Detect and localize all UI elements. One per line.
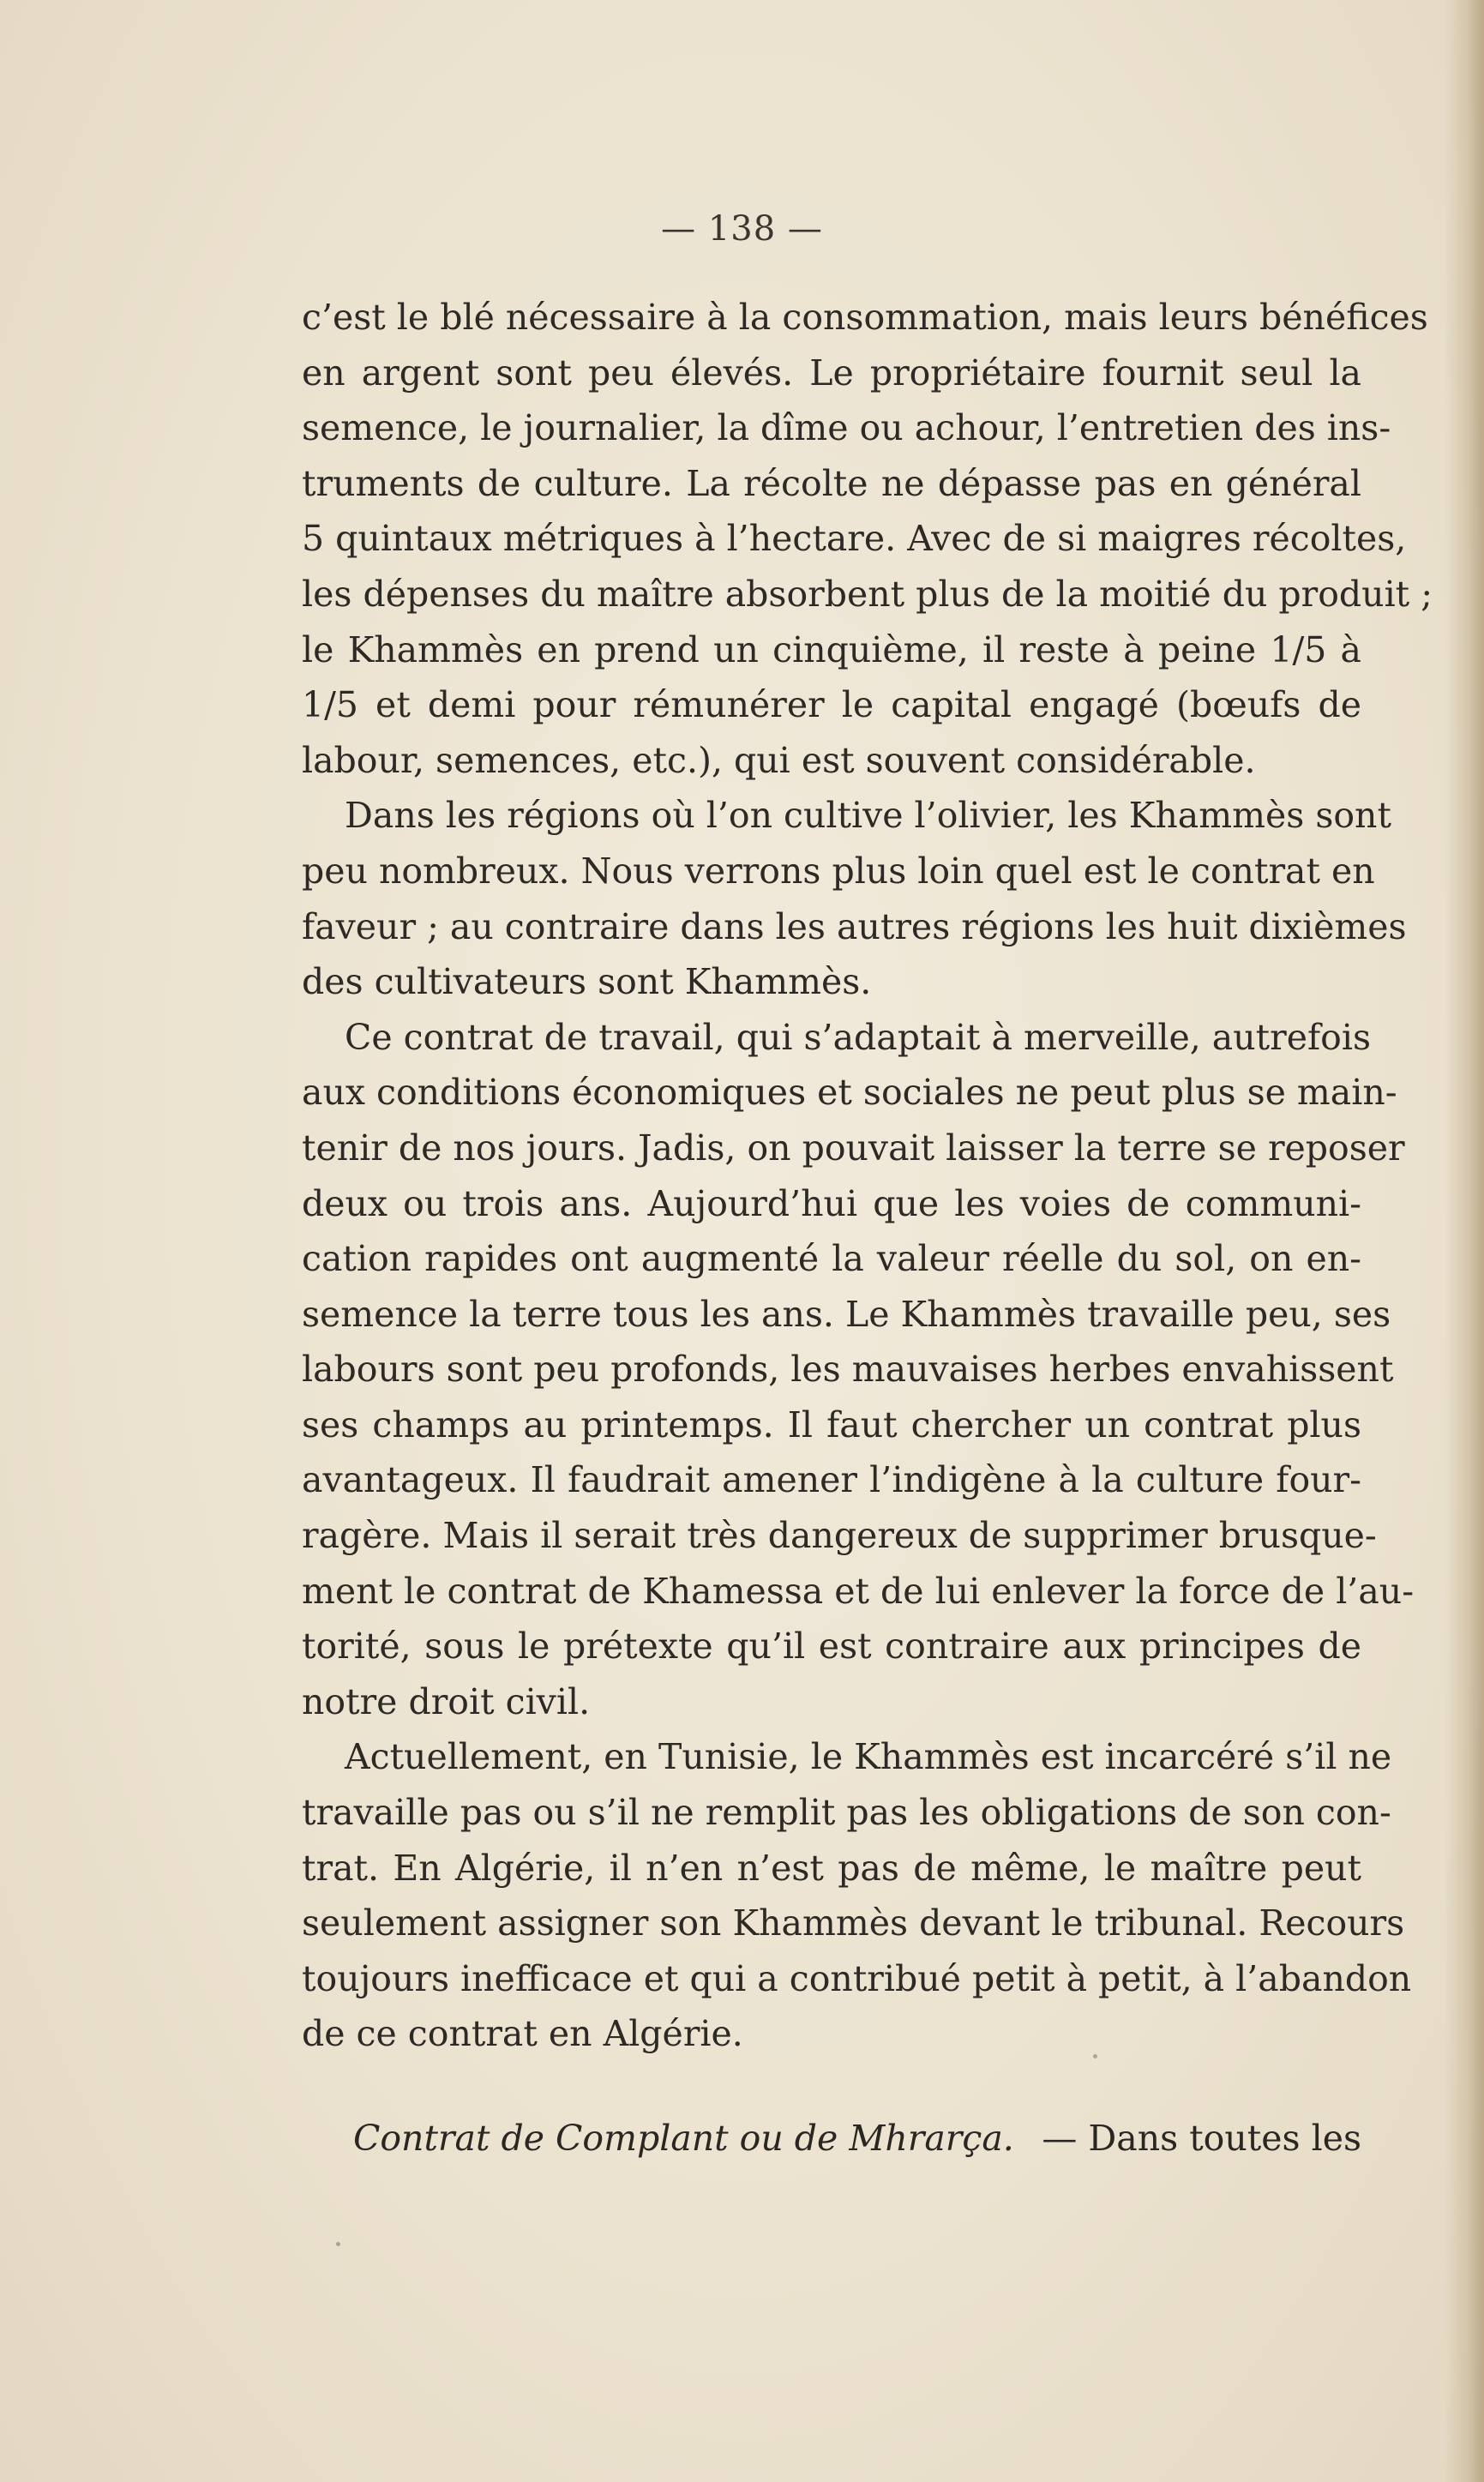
text-line: en argent sont peu élevés. Le propriétaire fournit seul la bbox=[302, 352, 1361, 394]
section-title: Contrat de Complant ou de Mhrarça. bbox=[353, 2118, 1014, 2159]
print-speck bbox=[336, 2242, 340, 2246]
text-line: labours sont peu profonds, les mauvaises herbes envahissent bbox=[302, 1349, 1394, 1391]
text-line: semence, le journalier, la dîme ou achour, l’entretien des ins- bbox=[302, 407, 1391, 449]
text-line: faveur ; au contraire dans les autres régions les huit dixièmes bbox=[302, 905, 1407, 947]
text-line: torité, sous le prétexte qu’il est contraire aux principes de bbox=[302, 1626, 1361, 1668]
text-line: le Khammès en prend un cinquième, il reste à peine 1/5 à bbox=[302, 628, 1361, 670]
text-line: 1/5 et demi pour rémunérer le capital engagé (bœufs de bbox=[302, 684, 1361, 726]
text-line: labour, semences, etc.), qui est souvent considérable. bbox=[302, 739, 1256, 781]
text-line: semence la terre tous les ans. Le Khammès travaille peu, ses bbox=[302, 1293, 1391, 1335]
text-line: 5 quintaux métriques à l’hectare. Avec de si maigres récoltes, bbox=[302, 518, 1407, 560]
text-line: les dépenses du maître absorbent plus de la moitié du produit ; bbox=[302, 573, 1433, 615]
text-line: des cultivateurs sont Khammès. bbox=[302, 961, 872, 1003]
text-line: deux ou trois ans. Aujourd’hui que les voies de communi- bbox=[302, 1182, 1361, 1224]
text-line: avantageux. Il faudrait amener l’indigène à la culture four- bbox=[302, 1459, 1361, 1501]
text-line: trat. En Algérie, il n’en n’est pas de même, le maître peut bbox=[302, 1847, 1361, 1889]
text-line: peu nombreux. Nous verrons plus loin quel est le contrat en bbox=[302, 850, 1375, 892]
text-line: cation rapides ont augmenté la valeur réelle du sol, on en- bbox=[302, 1238, 1361, 1280]
text-line: c’est le blé nécessaire à la consommation, mais leurs bénéfices bbox=[302, 297, 1428, 338]
text-line: seulement assigner son Khammès devant le tribunal. Recours bbox=[302, 1902, 1405, 1944]
print-speck bbox=[1093, 2054, 1097, 2058]
section-continuation: — Dans toutes les bbox=[1042, 2118, 1361, 2159]
text-line: Ce contrat de travail, qui s’adaptait à merveille, autrefois bbox=[345, 1016, 1372, 1058]
text-line: notre droit civil. bbox=[302, 1680, 591, 1722]
text-line: Actuellement, en Tunisie, le Khammès est incarcéré s’il ne bbox=[345, 1736, 1392, 1778]
paragraph bbox=[302, 788, 1407, 1009]
page-number: — 138 — bbox=[661, 209, 823, 249]
text-line: travaille pas ou s’il ne remplit pas les obligations de son con- bbox=[302, 1792, 1391, 1834]
body-text bbox=[302, 290, 1433, 2062]
text-line: ragère. Mais il serait très dangereux de supprimer brusque- bbox=[302, 1515, 1377, 1557]
text-line: toujours inefficace et qui a contribué petit à petit, à l’abandon bbox=[302, 1957, 1412, 1999]
text-line: truments de culture. La récolte ne dépasse pas en général bbox=[302, 462, 1361, 504]
text-line: Dans les régions où l’on cultive l’olivier, les Khammès sont bbox=[345, 795, 1391, 837]
section-heading bbox=[353, 2111, 1361, 2166]
text-line: de ce contrat en Algérie. bbox=[302, 2013, 743, 2055]
paragraph bbox=[302, 1010, 1415, 1730]
text-line: tenir de nos jours. Jadis, on pouvait laisser la terre se reposer bbox=[302, 1127, 1405, 1169]
paragraph bbox=[302, 290, 1433, 788]
text-line: aux conditions économiques et sociales ne peut plus se main- bbox=[302, 1072, 1397, 1114]
text-line: ment le contrat de Khamessa et de lui enlever la force de l’au- bbox=[302, 1570, 1415, 1612]
paragraph bbox=[302, 1729, 1412, 2062]
page-edge-shadow bbox=[1445, 0, 1484, 2482]
text-line: ses champs au printemps. Il faut chercher un contrat plus bbox=[302, 1403, 1361, 1445]
